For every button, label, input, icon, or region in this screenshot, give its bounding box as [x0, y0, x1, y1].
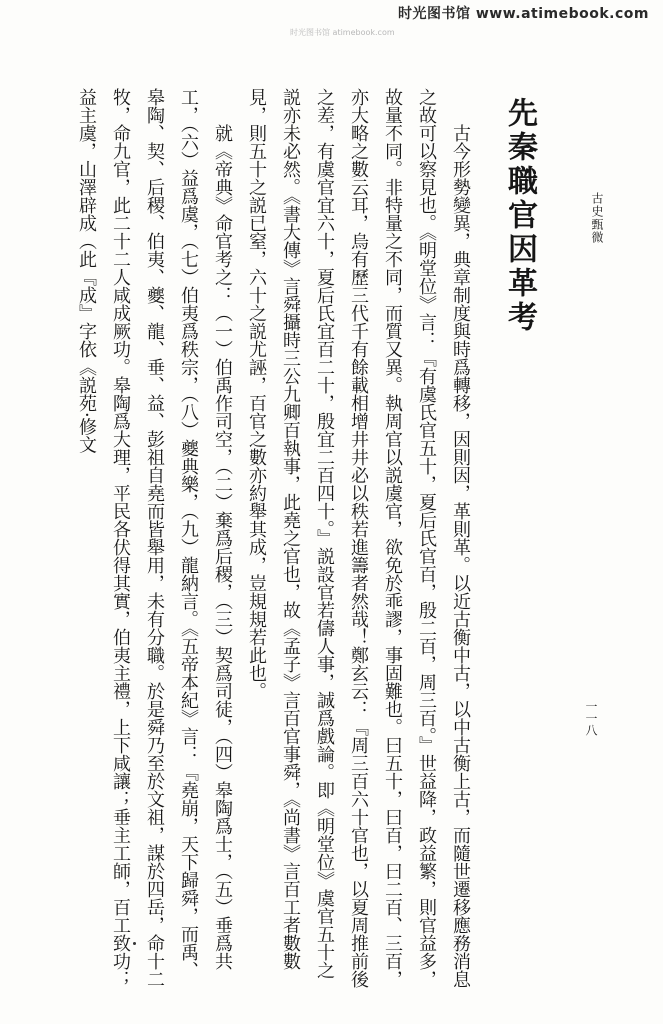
body-text	[69, 88, 477, 992]
paragraph-1: 古今形勢變異，典章制度與時爲轉移，因則因，革則革。以近古衡中古，以中古衡上古，而隨世遷移應務消息之故可以察見也。《明堂位》言：『有虞氏官五十，夏后氏官百，殷二百，周三百。』世益降，政益繁，則官益多，故量不同。非特量之不同，而質又異。執周官以説虞官，欲免於乖謬，事固難也。曰五十，曰百，曰二百、三百，亦大略之數云耳，烏有歷三代千有餘載相增井井必以秩若進籌者然哉！鄭玄云：『周三百六十官也，以夏周推前後之差，有虞官宜六十，夏后氏宜百二十，殷宜二百四十。』説設官若儔人事，誠爲戲論。即《明堂位》虞官五十之説亦未必然。《書大傳》言舜攝時三公九卿百執事，此堯之官也，故《孟子》言百官事舜，《尚書》言百工者數數見，則五十之説已窒，六十之説尤誣，百官之數亦約舉其成，豈規規若此也。	[246, 88, 471, 988]
page-number: 一一八	[584, 700, 598, 736]
chapter-title: 先秦職官因革考	[502, 97, 537, 335]
faint-watermark: 时光图书馆 atimebook.com	[290, 28, 395, 37]
running-header: 古史甄微	[590, 192, 604, 244]
ink-speck	[133, 942, 136, 945]
paragraph-2: 就《帝典》命官考之：（一）伯禹作司空，（二）棄爲后稷，（三）契爲司徒，（四）皋陶爲士，（五）垂爲共工，（六）益爲虞，（七）伯夷爲秩宗，（八）夔典樂，（九）龍納言。《五帝本紀》言：『堯崩，天下歸舜，而禹、皋陶、契、后稷、伯夷、夔、龍、垂、益、彭祖自堯而皆舉用，未有分職。於是舜乃至於文祖，謀於四岳，命十二牧，命九官，此二十二人咸成厥功。皋陶爲大理，平民各伏得其實，伯夷主禮，上下咸讓；垂主工師，百工致功；益主虞，山澤辟成（此『成』字依《説苑·修文	[76, 88, 233, 988]
watermark: 时光图书馆 www.atimebook.com	[397, 6, 649, 22]
